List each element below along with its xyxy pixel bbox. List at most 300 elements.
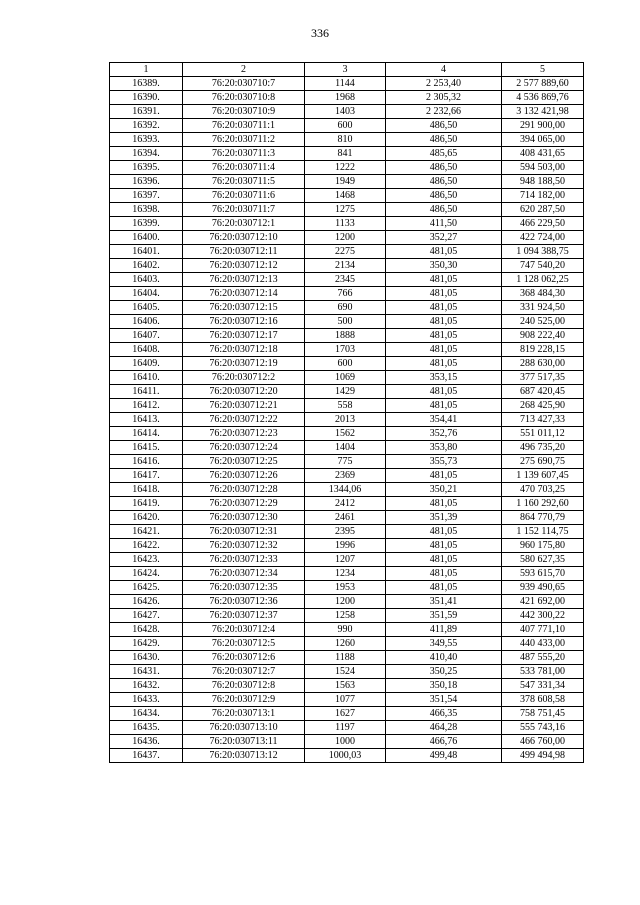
row-number-cell: 16409. — [110, 357, 183, 371]
area-cell: 1563 — [305, 679, 386, 693]
cadastral-value-cell: 4 536 869,76 — [502, 91, 584, 105]
area-cell: 2412 — [305, 497, 386, 511]
row-number-cell: 16400. — [110, 231, 183, 245]
area-cell: 1524 — [305, 665, 386, 679]
row-number-cell: 16425. — [110, 581, 183, 595]
cadastral-number-cell: 76:20:030712:2 — [183, 371, 305, 385]
row-number-cell: 16426. — [110, 595, 183, 609]
table-row — [110, 203, 584, 217]
cadastral-number-cell: 76:20:030711:6 — [183, 189, 305, 203]
specific-value-cell: 410,40 — [386, 651, 502, 665]
row-number-cell: 16396. — [110, 175, 183, 189]
row-number-cell: 16431. — [110, 665, 183, 679]
area-cell: 1207 — [305, 553, 386, 567]
row-number-cell: 16408. — [110, 343, 183, 357]
table-row — [110, 161, 584, 175]
specific-value-cell: 353,15 — [386, 371, 502, 385]
row-number-cell: 16391. — [110, 105, 183, 119]
area-cell: 1888 — [305, 329, 386, 343]
cadastral-value-cell: 758 751,45 — [502, 707, 584, 721]
specific-value-cell: 2 305,32 — [386, 91, 502, 105]
cadastral-number-cell: 76:20:030712:13 — [183, 273, 305, 287]
cadastral-value-cell: 499 494,98 — [502, 749, 584, 763]
row-number-cell: 16394. — [110, 147, 183, 161]
specific-value-cell: 481,05 — [386, 301, 502, 315]
row-number-cell: 16434. — [110, 707, 183, 721]
cadastral-number-cell: 76:20:030711:4 — [183, 161, 305, 175]
table-row — [110, 329, 584, 343]
specific-value-cell: 481,05 — [386, 581, 502, 595]
cadastral-value-cell: 421 692,00 — [502, 595, 584, 609]
area-cell: 1258 — [305, 609, 386, 623]
area-cell: 1404 — [305, 441, 386, 455]
table-row — [110, 343, 584, 357]
row-number-cell: 16416. — [110, 455, 183, 469]
area-cell: 600 — [305, 357, 386, 371]
area-cell: 1188 — [305, 651, 386, 665]
cadastral-number-cell: 76:20:030712:33 — [183, 553, 305, 567]
table-row — [110, 245, 584, 259]
cadastral-value-cell: 555 743,16 — [502, 721, 584, 735]
specific-value-cell: 485,65 — [386, 147, 502, 161]
specific-value-cell: 466,76 — [386, 735, 502, 749]
row-number-cell: 16432. — [110, 679, 183, 693]
specific-value-cell: 486,50 — [386, 175, 502, 189]
cadastral-number-cell: 76:20:030712:16 — [183, 315, 305, 329]
cadastral-value-cell: 470 703,25 — [502, 483, 584, 497]
cadastral-number-cell: 76:20:030712:17 — [183, 329, 305, 343]
area-cell: 1000,03 — [305, 749, 386, 763]
table-row — [110, 735, 584, 749]
row-number-cell: 16421. — [110, 525, 183, 539]
area-cell: 2369 — [305, 469, 386, 483]
cadastral-number-cell: 76:20:030712:6 — [183, 651, 305, 665]
cadastral-number-cell: 76:20:030712:9 — [183, 693, 305, 707]
area-cell: 600 — [305, 119, 386, 133]
table-row — [110, 553, 584, 567]
table-body — [110, 77, 584, 763]
table-row — [110, 259, 584, 273]
specific-value-cell: 481,05 — [386, 497, 502, 511]
cadastral-number-cell: 76:20:030712:7 — [183, 665, 305, 679]
cadastral-value-cell: 1 139 607,45 — [502, 469, 584, 483]
area-cell: 810 — [305, 133, 386, 147]
table-row — [110, 105, 584, 119]
column-header-4: 4 — [386, 63, 502, 77]
cadastral-value-cell: 422 724,00 — [502, 231, 584, 245]
cadastral-value-cell: 1 128 062,25 — [502, 273, 584, 287]
cadastral-number-cell: 76:20:030711:3 — [183, 147, 305, 161]
table-row — [110, 665, 584, 679]
table-header-row — [110, 63, 584, 77]
area-cell: 775 — [305, 455, 386, 469]
cadastral-value-cell: 864 770,79 — [502, 511, 584, 525]
table-row — [110, 175, 584, 189]
cadastral-value-cell: 3 132 421,98 — [502, 105, 584, 119]
cadastral-number-cell: 76:20:030710:7 — [183, 77, 305, 91]
specific-value-cell: 486,50 — [386, 119, 502, 133]
cadastral-value-cell: 939 490,65 — [502, 581, 584, 595]
cadastral-number-cell: 76:20:030712:26 — [183, 469, 305, 483]
table-row — [110, 693, 584, 707]
specific-value-cell: 350,25 — [386, 665, 502, 679]
cadastral-value-cell: 378 608,58 — [502, 693, 584, 707]
table-row — [110, 441, 584, 455]
table-row — [110, 91, 584, 105]
row-number-cell: 16437. — [110, 749, 183, 763]
cadastral-value-cell: 594 503,00 — [502, 161, 584, 175]
area-cell: 1197 — [305, 721, 386, 735]
row-number-cell: 16430. — [110, 651, 183, 665]
area-cell: 1627 — [305, 707, 386, 721]
area-cell: 690 — [305, 301, 386, 315]
cadastral-value-cell: 496 735,20 — [502, 441, 584, 455]
specific-value-cell: 481,05 — [386, 385, 502, 399]
specific-value-cell: 349,55 — [386, 637, 502, 651]
cadastral-value-cell: 240 525,00 — [502, 315, 584, 329]
column-header-2: 2 — [183, 63, 305, 77]
cadastral-number-cell: 76:20:030712:37 — [183, 609, 305, 623]
row-number-cell: 16435. — [110, 721, 183, 735]
cadastral-number-cell: 76:20:030710:8 — [183, 91, 305, 105]
table-row — [110, 301, 584, 315]
table-row — [110, 595, 584, 609]
specific-value-cell: 481,05 — [386, 525, 502, 539]
row-number-cell: 16398. — [110, 203, 183, 217]
cadastral-value-cell: 442 300,22 — [502, 609, 584, 623]
cadastral-number-cell: 76:20:030712:11 — [183, 245, 305, 259]
table-row — [110, 231, 584, 245]
area-cell: 1562 — [305, 427, 386, 441]
specific-value-cell: 481,05 — [386, 553, 502, 567]
table-row — [110, 77, 584, 91]
cadastral-number-cell: 76:20:030712:31 — [183, 525, 305, 539]
cadastral-number-cell: 76:20:030713:1 — [183, 707, 305, 721]
table-row — [110, 427, 584, 441]
row-number-cell: 16420. — [110, 511, 183, 525]
specific-value-cell: 352,27 — [386, 231, 502, 245]
row-number-cell: 16397. — [110, 189, 183, 203]
table-row — [110, 189, 584, 203]
specific-value-cell: 353,80 — [386, 441, 502, 455]
cadastral-number-cell: 76:20:030713:11 — [183, 735, 305, 749]
cadastral-value-cell: 687 420,45 — [502, 385, 584, 399]
area-cell: 1133 — [305, 217, 386, 231]
specific-value-cell: 2 232,66 — [386, 105, 502, 119]
cadastral-value-cell: 1 094 388,75 — [502, 245, 584, 259]
area-cell: 1968 — [305, 91, 386, 105]
area-cell: 1403 — [305, 105, 386, 119]
area-cell: 1344,06 — [305, 483, 386, 497]
area-cell: 1468 — [305, 189, 386, 203]
area-cell: 1953 — [305, 581, 386, 595]
cadastral-value-cell: 1 152 114,75 — [502, 525, 584, 539]
cadastral-number-cell: 76:20:030712:25 — [183, 455, 305, 469]
specific-value-cell: 486,50 — [386, 203, 502, 217]
cadastral-value-cell: 466 229,50 — [502, 217, 584, 231]
row-number-cell: 16403. — [110, 273, 183, 287]
table-row — [110, 273, 584, 287]
specific-value-cell: 411,89 — [386, 623, 502, 637]
cadastral-number-cell: 76:20:030712:35 — [183, 581, 305, 595]
row-number-cell: 16424. — [110, 567, 183, 581]
cadastral-number-cell: 76:20:030711:7 — [183, 203, 305, 217]
cadastral-value-cell: 440 433,00 — [502, 637, 584, 651]
cadastral-number-cell: 76:20:030712:36 — [183, 595, 305, 609]
table-row — [110, 483, 584, 497]
area-cell: 1703 — [305, 343, 386, 357]
row-number-cell: 16415. — [110, 441, 183, 455]
cadastral-number-cell: 76:20:030712:1 — [183, 217, 305, 231]
area-cell: 1200 — [305, 595, 386, 609]
cadastral-value-cell: 268 425,90 — [502, 399, 584, 413]
area-cell: 841 — [305, 147, 386, 161]
area-cell: 1222 — [305, 161, 386, 175]
cadastral-number-cell: 76:20:030710:9 — [183, 105, 305, 119]
row-number-cell: 16419. — [110, 497, 183, 511]
row-number-cell: 16423. — [110, 553, 183, 567]
row-number-cell: 16401. — [110, 245, 183, 259]
cadastral-value-cell: 819 228,15 — [502, 343, 584, 357]
cadastral-number-cell: 76:20:030711:5 — [183, 175, 305, 189]
row-number-cell: 16427. — [110, 609, 183, 623]
table-row — [110, 217, 584, 231]
area-cell: 1234 — [305, 567, 386, 581]
area-cell: 2134 — [305, 259, 386, 273]
area-cell: 2395 — [305, 525, 386, 539]
specific-value-cell: 481,05 — [386, 287, 502, 301]
cadastral-value-cell: 713 427,33 — [502, 413, 584, 427]
cadastral-value-cell: 714 182,00 — [502, 189, 584, 203]
cadastral-value-table — [109, 62, 584, 763]
cadastral-number-cell: 76:20:030712:5 — [183, 637, 305, 651]
specific-value-cell: 351,54 — [386, 693, 502, 707]
cadastral-value-cell: 368 484,30 — [502, 287, 584, 301]
table-row — [110, 469, 584, 483]
specific-value-cell: 499,48 — [386, 749, 502, 763]
specific-value-cell: 481,05 — [386, 469, 502, 483]
cadastral-value-cell: 466 760,00 — [502, 735, 584, 749]
cadastral-value-cell: 547 331,34 — [502, 679, 584, 693]
column-header-5: 5 — [502, 63, 584, 77]
specific-value-cell: 351,39 — [386, 511, 502, 525]
specific-value-cell: 411,50 — [386, 217, 502, 231]
cadastral-value-cell: 948 188,50 — [502, 175, 584, 189]
specific-value-cell: 486,50 — [386, 161, 502, 175]
specific-value-cell: 466,35 — [386, 707, 502, 721]
cadastral-value-cell: 408 431,65 — [502, 147, 584, 161]
table-row — [110, 707, 584, 721]
row-number-cell: 16395. — [110, 161, 183, 175]
specific-value-cell: 486,50 — [386, 133, 502, 147]
cadastral-value-cell: 620 287,50 — [502, 203, 584, 217]
area-cell: 1069 — [305, 371, 386, 385]
table-row — [110, 133, 584, 147]
specific-value-cell: 355,73 — [386, 455, 502, 469]
table-row — [110, 511, 584, 525]
table-row — [110, 581, 584, 595]
area-cell: 1429 — [305, 385, 386, 399]
table-row — [110, 525, 584, 539]
cadastral-number-cell: 76:20:030712:12 — [183, 259, 305, 273]
row-number-cell: 16399. — [110, 217, 183, 231]
cadastral-number-cell: 76:20:030713:10 — [183, 721, 305, 735]
table-row — [110, 637, 584, 651]
table-row — [110, 315, 584, 329]
cadastral-value-cell: 487 555,20 — [502, 651, 584, 665]
specific-value-cell: 481,05 — [386, 399, 502, 413]
cadastral-number-cell: 76:20:030712:28 — [183, 483, 305, 497]
row-number-cell: 16393. — [110, 133, 183, 147]
specific-value-cell: 481,05 — [386, 245, 502, 259]
specific-value-cell: 351,59 — [386, 609, 502, 623]
row-number-cell: 16412. — [110, 399, 183, 413]
row-number-cell: 16411. — [110, 385, 183, 399]
area-cell: 1996 — [305, 539, 386, 553]
cadastral-value-cell: 747 540,20 — [502, 259, 584, 273]
row-number-cell: 16390. — [110, 91, 183, 105]
area-cell: 1949 — [305, 175, 386, 189]
area-cell: 2461 — [305, 511, 386, 525]
row-number-cell: 16428. — [110, 623, 183, 637]
cadastral-number-cell: 76:20:030712:10 — [183, 231, 305, 245]
cadastral-value-cell: 908 222,40 — [502, 329, 584, 343]
area-cell: 766 — [305, 287, 386, 301]
cadastral-number-cell: 76:20:030712:32 — [183, 539, 305, 553]
cadastral-number-cell: 76:20:030712:4 — [183, 623, 305, 637]
cadastral-value-cell: 551 011,12 — [502, 427, 584, 441]
cadastral-number-cell: 76:20:030711:1 — [183, 119, 305, 133]
row-number-cell: 16402. — [110, 259, 183, 273]
specific-value-cell: 351,41 — [386, 595, 502, 609]
row-number-cell: 16418. — [110, 483, 183, 497]
area-cell: 1200 — [305, 231, 386, 245]
table-row — [110, 651, 584, 665]
table-row — [110, 539, 584, 553]
cadastral-value-cell: 580 627,35 — [502, 553, 584, 567]
cadastral-number-cell: 76:20:030713:12 — [183, 749, 305, 763]
row-number-cell: 16392. — [110, 119, 183, 133]
cadastral-value-cell: 331 924,50 — [502, 301, 584, 315]
row-number-cell: 16414. — [110, 427, 183, 441]
row-number-cell: 16413. — [110, 413, 183, 427]
cadastral-number-cell: 76:20:030712:24 — [183, 441, 305, 455]
specific-value-cell: 481,05 — [386, 357, 502, 371]
row-number-cell: 16389. — [110, 77, 183, 91]
specific-value-cell: 350,30 — [386, 259, 502, 273]
area-cell: 558 — [305, 399, 386, 413]
cadastral-number-cell: 76:20:030711:2 — [183, 133, 305, 147]
area-cell: 500 — [305, 315, 386, 329]
specific-value-cell: 481,05 — [386, 315, 502, 329]
specific-value-cell: 350,18 — [386, 679, 502, 693]
cadastral-value-cell: 377 517,35 — [502, 371, 584, 385]
cadastral-value-cell: 2 577 889,60 — [502, 77, 584, 91]
row-number-cell: 16429. — [110, 637, 183, 651]
cadastral-value-cell: 593 615,70 — [502, 567, 584, 581]
specific-value-cell: 486,50 — [386, 189, 502, 203]
cadastral-value-cell: 960 175,80 — [502, 539, 584, 553]
cadastral-number-cell: 76:20:030712:20 — [183, 385, 305, 399]
row-number-cell: 16422. — [110, 539, 183, 553]
cadastral-value-cell: 291 900,00 — [502, 119, 584, 133]
area-cell: 1077 — [305, 693, 386, 707]
specific-value-cell: 481,05 — [386, 329, 502, 343]
table-row — [110, 497, 584, 511]
specific-value-cell: 352,76 — [386, 427, 502, 441]
cadastral-number-cell: 76:20:030712:22 — [183, 413, 305, 427]
table-row — [110, 749, 584, 763]
table-row — [110, 609, 584, 623]
area-cell: 2275 — [305, 245, 386, 259]
table-row — [110, 679, 584, 693]
cadastral-value-cell: 407 771,10 — [502, 623, 584, 637]
cadastral-value-cell: 533 781,00 — [502, 665, 584, 679]
row-number-cell: 16436. — [110, 735, 183, 749]
specific-value-cell: 350,21 — [386, 483, 502, 497]
table-row — [110, 371, 584, 385]
table-row — [110, 623, 584, 637]
cadastral-number-cell: 76:20:030712:30 — [183, 511, 305, 525]
row-number-cell: 16405. — [110, 301, 183, 315]
row-number-cell: 16406. — [110, 315, 183, 329]
row-number-cell: 16407. — [110, 329, 183, 343]
area-cell: 990 — [305, 623, 386, 637]
specific-value-cell: 481,05 — [386, 539, 502, 553]
page-number: 336 — [311, 26, 329, 40]
area-cell: 1275 — [305, 203, 386, 217]
area-cell: 2013 — [305, 413, 386, 427]
row-number-cell: 16410. — [110, 371, 183, 385]
area-cell: 1000 — [305, 735, 386, 749]
area-cell: 1260 — [305, 637, 386, 651]
specific-value-cell: 2 253,40 — [386, 77, 502, 91]
table-row — [110, 455, 584, 469]
table-row — [110, 287, 584, 301]
cadastral-number-cell: 76:20:030712:18 — [183, 343, 305, 357]
cadastral-value-cell: 1 160 292,60 — [502, 497, 584, 511]
row-number-cell: 16433. — [110, 693, 183, 707]
specific-value-cell: 354,41 — [386, 413, 502, 427]
area-cell: 1144 — [305, 77, 386, 91]
cadastral-value-cell: 275 690,75 — [502, 455, 584, 469]
table-row — [110, 357, 584, 371]
specific-value-cell: 481,05 — [386, 343, 502, 357]
cadastral-value-cell: 288 630,00 — [502, 357, 584, 371]
column-header-1: 1 — [110, 63, 183, 77]
column-header-3: 3 — [305, 63, 386, 77]
cadastral-number-cell: 76:20:030712:14 — [183, 287, 305, 301]
specific-value-cell: 481,05 — [386, 567, 502, 581]
cadastral-number-cell: 76:20:030712:34 — [183, 567, 305, 581]
table-row — [110, 721, 584, 735]
cadastral-number-cell: 76:20:030712:29 — [183, 497, 305, 511]
row-number-cell: 16417. — [110, 469, 183, 483]
table-row — [110, 413, 584, 427]
table-row — [110, 399, 584, 413]
specific-value-cell: 464,28 — [386, 721, 502, 735]
cadastral-number-cell: 76:20:030712:19 — [183, 357, 305, 371]
cadastral-number-cell: 76:20:030712:21 — [183, 399, 305, 413]
area-cell: 2345 — [305, 273, 386, 287]
table-row — [110, 147, 584, 161]
cadastral-number-cell: 76:20:030712:15 — [183, 301, 305, 315]
specific-value-cell: 481,05 — [386, 273, 502, 287]
cadastral-number-cell: 76:20:030712:23 — [183, 427, 305, 441]
table-row — [110, 567, 584, 581]
table-row — [110, 385, 584, 399]
row-number-cell: 16404. — [110, 287, 183, 301]
